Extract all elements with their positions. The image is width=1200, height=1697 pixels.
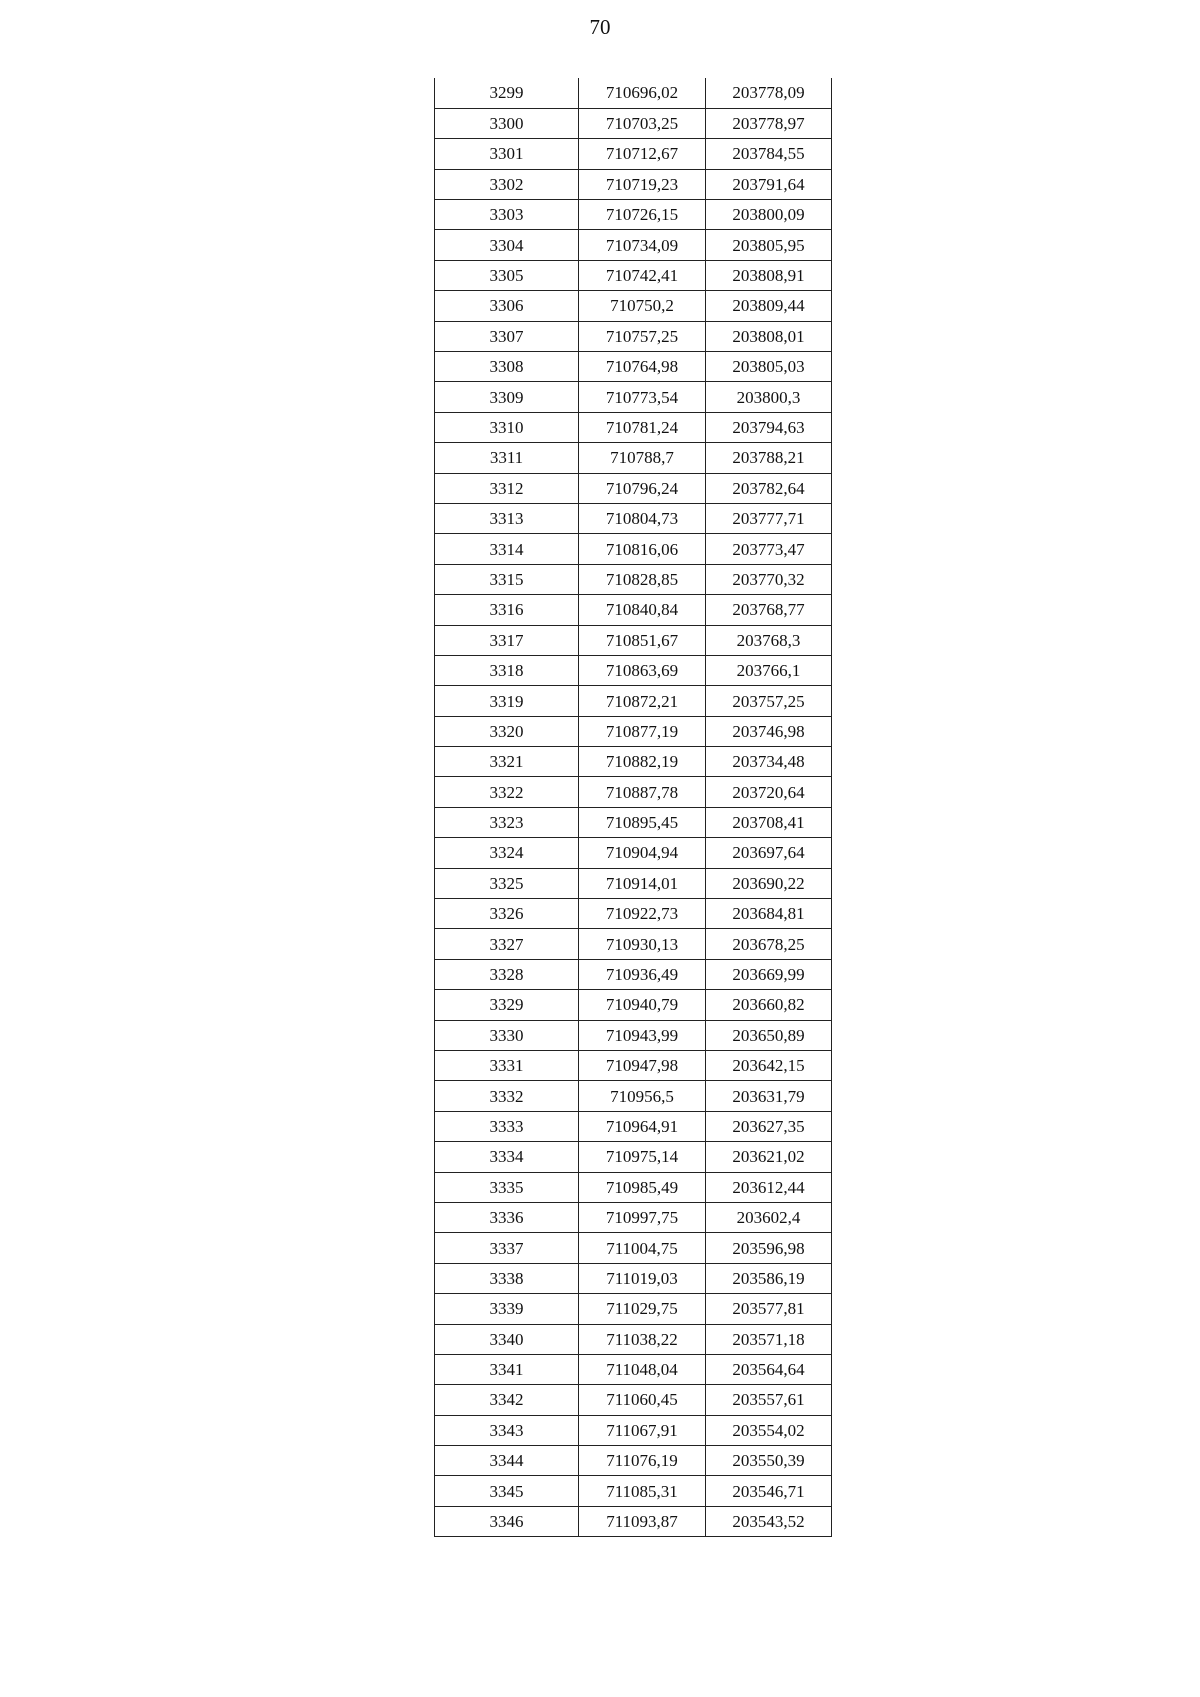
x-coordinate-cell: 710816,06 xyxy=(579,534,706,564)
x-coordinate-cell: 710914,01 xyxy=(579,868,706,898)
y-coordinate-cell: 203697,64 xyxy=(706,838,832,868)
x-coordinate-cell: 710943,99 xyxy=(579,1020,706,1050)
y-coordinate-cell: 203684,81 xyxy=(706,899,832,929)
x-coordinate-cell: 711085,31 xyxy=(579,1476,706,1506)
point-number-cell: 3304 xyxy=(435,230,579,260)
y-coordinate-cell: 203720,64 xyxy=(706,777,832,807)
y-coordinate-cell: 203669,99 xyxy=(706,959,832,989)
table-row xyxy=(435,1354,832,1384)
y-coordinate-cell: 203557,61 xyxy=(706,1385,832,1415)
x-coordinate-cell: 710997,75 xyxy=(579,1202,706,1232)
point-number-cell: 3330 xyxy=(435,1020,579,1050)
x-coordinate-cell: 710964,91 xyxy=(579,1111,706,1141)
y-coordinate-cell: 203778,09 xyxy=(706,78,832,108)
table-row xyxy=(435,595,832,625)
coordinates-table-body xyxy=(435,78,832,1537)
x-coordinate-cell: 710863,69 xyxy=(579,655,706,685)
y-coordinate-cell: 203612,44 xyxy=(706,1172,832,1202)
point-number-cell: 3312 xyxy=(435,473,579,503)
point-number-cell: 3342 xyxy=(435,1385,579,1415)
point-number-cell: 3346 xyxy=(435,1506,579,1536)
x-coordinate-cell: 710764,98 xyxy=(579,352,706,382)
y-coordinate-cell: 203778,97 xyxy=(706,108,832,138)
point-number-cell: 3341 xyxy=(435,1354,579,1384)
coordinates-table xyxy=(434,78,832,1537)
y-coordinate-cell: 203586,19 xyxy=(706,1263,832,1293)
table-row xyxy=(435,291,832,321)
x-coordinate-cell: 711060,45 xyxy=(579,1385,706,1415)
x-coordinate-cell: 710887,78 xyxy=(579,777,706,807)
point-number-cell: 3329 xyxy=(435,990,579,1020)
x-coordinate-cell: 710750,2 xyxy=(579,291,706,321)
x-coordinate-cell: 710904,94 xyxy=(579,838,706,868)
x-coordinate-cell: 710726,15 xyxy=(579,200,706,230)
x-coordinate-cell: 710773,54 xyxy=(579,382,706,412)
x-coordinate-cell: 710781,24 xyxy=(579,412,706,442)
point-number-cell: 3299 xyxy=(435,78,579,108)
point-number-cell: 3325 xyxy=(435,868,579,898)
table-row xyxy=(435,108,832,138)
x-coordinate-cell: 710956,5 xyxy=(579,1081,706,1111)
point-number-cell: 3316 xyxy=(435,595,579,625)
table-row xyxy=(435,686,832,716)
page-number: 70 xyxy=(589,15,611,39)
table-row xyxy=(435,412,832,442)
table-row xyxy=(435,473,832,503)
table-row xyxy=(435,990,832,1020)
y-coordinate-cell: 203650,89 xyxy=(706,1020,832,1050)
y-coordinate-cell: 203708,41 xyxy=(706,807,832,837)
y-coordinate-cell: 203788,21 xyxy=(706,443,832,473)
x-coordinate-cell: 710804,73 xyxy=(579,503,706,533)
table-row xyxy=(435,868,832,898)
x-coordinate-cell: 711093,87 xyxy=(579,1506,706,1536)
point-number-cell: 3320 xyxy=(435,716,579,746)
table-row xyxy=(435,503,832,533)
x-coordinate-cell: 710703,25 xyxy=(579,108,706,138)
y-coordinate-cell: 203805,03 xyxy=(706,352,832,382)
table-row xyxy=(435,929,832,959)
table-row xyxy=(435,443,832,473)
table-row xyxy=(435,1202,832,1232)
y-coordinate-cell: 203546,71 xyxy=(706,1476,832,1506)
x-coordinate-cell: 710895,45 xyxy=(579,807,706,837)
point-number-cell: 3317 xyxy=(435,625,579,655)
point-number-cell: 3336 xyxy=(435,1202,579,1232)
table-row xyxy=(435,1020,832,1050)
table-row xyxy=(435,1172,832,1202)
point-number-cell: 3335 xyxy=(435,1172,579,1202)
table-row xyxy=(435,382,832,412)
y-coordinate-cell: 203596,98 xyxy=(706,1233,832,1263)
point-number-cell: 3334 xyxy=(435,1142,579,1172)
y-coordinate-cell: 203757,25 xyxy=(706,686,832,716)
table-row xyxy=(435,321,832,351)
table-row xyxy=(435,1385,832,1415)
x-coordinate-cell: 710796,24 xyxy=(579,473,706,503)
y-coordinate-cell: 203678,25 xyxy=(706,929,832,959)
y-coordinate-cell: 203794,63 xyxy=(706,412,832,442)
point-number-cell: 3306 xyxy=(435,291,579,321)
y-coordinate-cell: 203770,32 xyxy=(706,564,832,594)
table-row xyxy=(435,260,832,290)
table-row xyxy=(435,1294,832,1324)
y-coordinate-cell: 203571,18 xyxy=(706,1324,832,1354)
table-row xyxy=(435,1476,832,1506)
point-number-cell: 3313 xyxy=(435,503,579,533)
table-row xyxy=(435,807,832,837)
table-row xyxy=(435,899,832,929)
x-coordinate-cell: 711048,04 xyxy=(579,1354,706,1384)
y-coordinate-cell: 203808,01 xyxy=(706,321,832,351)
y-coordinate-cell: 203768,3 xyxy=(706,625,832,655)
table-row xyxy=(435,716,832,746)
y-coordinate-cell: 203734,48 xyxy=(706,747,832,777)
point-number-cell: 3309 xyxy=(435,382,579,412)
x-coordinate-cell: 710877,19 xyxy=(579,716,706,746)
table-row xyxy=(435,1081,832,1111)
point-number-cell: 3311 xyxy=(435,443,579,473)
y-coordinate-cell: 203773,47 xyxy=(706,534,832,564)
table-row xyxy=(435,230,832,260)
point-number-cell: 3324 xyxy=(435,838,579,868)
y-coordinate-cell: 203577,81 xyxy=(706,1294,832,1324)
point-number-cell: 3315 xyxy=(435,564,579,594)
table-row xyxy=(435,1111,832,1141)
x-coordinate-cell: 711038,22 xyxy=(579,1324,706,1354)
x-coordinate-cell: 710840,84 xyxy=(579,595,706,625)
point-number-cell: 3338 xyxy=(435,1263,579,1293)
y-coordinate-cell: 203809,44 xyxy=(706,291,832,321)
y-coordinate-cell: 203800,09 xyxy=(706,200,832,230)
x-coordinate-cell: 711067,91 xyxy=(579,1415,706,1445)
x-coordinate-cell: 710936,49 xyxy=(579,959,706,989)
table-row xyxy=(435,1324,832,1354)
point-number-cell: 3303 xyxy=(435,200,579,230)
y-coordinate-cell: 203690,22 xyxy=(706,868,832,898)
y-coordinate-cell: 203621,02 xyxy=(706,1142,832,1172)
y-coordinate-cell: 203627,35 xyxy=(706,1111,832,1141)
table-row xyxy=(435,169,832,199)
point-number-cell: 3339 xyxy=(435,1294,579,1324)
y-coordinate-cell: 203602,4 xyxy=(706,1202,832,1232)
point-number-cell: 3340 xyxy=(435,1324,579,1354)
y-coordinate-cell: 203543,52 xyxy=(706,1506,832,1536)
x-coordinate-cell: 711029,75 xyxy=(579,1294,706,1324)
x-coordinate-cell: 710757,25 xyxy=(579,321,706,351)
point-number-cell: 3337 xyxy=(435,1233,579,1263)
x-coordinate-cell: 710985,49 xyxy=(579,1172,706,1202)
x-coordinate-cell: 710872,21 xyxy=(579,686,706,716)
x-coordinate-cell: 711019,03 xyxy=(579,1263,706,1293)
table-row xyxy=(435,777,832,807)
y-coordinate-cell: 203660,82 xyxy=(706,990,832,1020)
point-number-cell: 3307 xyxy=(435,321,579,351)
y-coordinate-cell: 203805,95 xyxy=(706,230,832,260)
y-coordinate-cell: 203766,1 xyxy=(706,655,832,685)
x-coordinate-cell: 711076,19 xyxy=(579,1446,706,1476)
point-number-cell: 3327 xyxy=(435,929,579,959)
y-coordinate-cell: 203554,02 xyxy=(706,1415,832,1445)
x-coordinate-cell: 710947,98 xyxy=(579,1051,706,1081)
point-number-cell: 3314 xyxy=(435,534,579,564)
table-row xyxy=(435,564,832,594)
point-number-cell: 3318 xyxy=(435,655,579,685)
point-number-cell: 3319 xyxy=(435,686,579,716)
table-row xyxy=(435,959,832,989)
table-row xyxy=(435,747,832,777)
point-number-cell: 3308 xyxy=(435,352,579,382)
x-coordinate-cell: 710712,67 xyxy=(579,139,706,169)
table-row xyxy=(435,139,832,169)
x-coordinate-cell: 710719,23 xyxy=(579,169,706,199)
x-coordinate-cell: 710828,85 xyxy=(579,564,706,594)
table-row xyxy=(435,625,832,655)
point-number-cell: 3344 xyxy=(435,1446,579,1476)
y-coordinate-cell: 203808,91 xyxy=(706,260,832,290)
y-coordinate-cell: 203782,64 xyxy=(706,473,832,503)
point-number-cell: 3321 xyxy=(435,747,579,777)
y-coordinate-cell: 203746,98 xyxy=(706,716,832,746)
point-number-cell: 3331 xyxy=(435,1051,579,1081)
y-coordinate-cell: 203550,39 xyxy=(706,1446,832,1476)
x-coordinate-cell: 710788,7 xyxy=(579,443,706,473)
table-row xyxy=(435,78,832,108)
y-coordinate-cell: 203784,55 xyxy=(706,139,832,169)
point-number-cell: 3323 xyxy=(435,807,579,837)
point-number-cell: 3301 xyxy=(435,139,579,169)
table-row xyxy=(435,1415,832,1445)
point-number-cell: 3345 xyxy=(435,1476,579,1506)
y-coordinate-cell: 203642,15 xyxy=(706,1051,832,1081)
x-coordinate-cell: 710940,79 xyxy=(579,990,706,1020)
y-coordinate-cell: 203564,64 xyxy=(706,1354,832,1384)
table-row xyxy=(435,352,832,382)
y-coordinate-cell: 203768,77 xyxy=(706,595,832,625)
point-number-cell: 3322 xyxy=(435,777,579,807)
x-coordinate-cell: 710742,41 xyxy=(579,260,706,290)
point-number-cell: 3302 xyxy=(435,169,579,199)
y-coordinate-cell: 203800,3 xyxy=(706,382,832,412)
y-coordinate-cell: 203777,71 xyxy=(706,503,832,533)
point-number-cell: 3328 xyxy=(435,959,579,989)
table-row xyxy=(435,838,832,868)
x-coordinate-cell: 710882,19 xyxy=(579,747,706,777)
x-coordinate-cell: 710734,09 xyxy=(579,230,706,260)
point-number-cell: 3300 xyxy=(435,108,579,138)
table-row xyxy=(435,1051,832,1081)
point-number-cell: 3305 xyxy=(435,260,579,290)
point-number-cell: 3343 xyxy=(435,1415,579,1445)
point-number-cell: 3332 xyxy=(435,1081,579,1111)
table-row xyxy=(435,655,832,685)
table-row xyxy=(435,1233,832,1263)
table-row xyxy=(435,200,832,230)
x-coordinate-cell: 710975,14 xyxy=(579,1142,706,1172)
table-row xyxy=(435,534,832,564)
x-coordinate-cell: 711004,75 xyxy=(579,1233,706,1263)
table-row xyxy=(435,1446,832,1476)
y-coordinate-cell: 203631,79 xyxy=(706,1081,832,1111)
table-row xyxy=(435,1506,832,1536)
x-coordinate-cell: 710922,73 xyxy=(579,899,706,929)
table-row xyxy=(435,1263,832,1293)
point-number-cell: 3310 xyxy=(435,412,579,442)
x-coordinate-cell: 710930,13 xyxy=(579,929,706,959)
y-coordinate-cell: 203791,64 xyxy=(706,169,832,199)
point-number-cell: 3326 xyxy=(435,899,579,929)
x-coordinate-cell: 710696,02 xyxy=(579,78,706,108)
x-coordinate-cell: 710851,67 xyxy=(579,625,706,655)
point-number-cell: 3333 xyxy=(435,1111,579,1141)
table-row xyxy=(435,1142,832,1172)
